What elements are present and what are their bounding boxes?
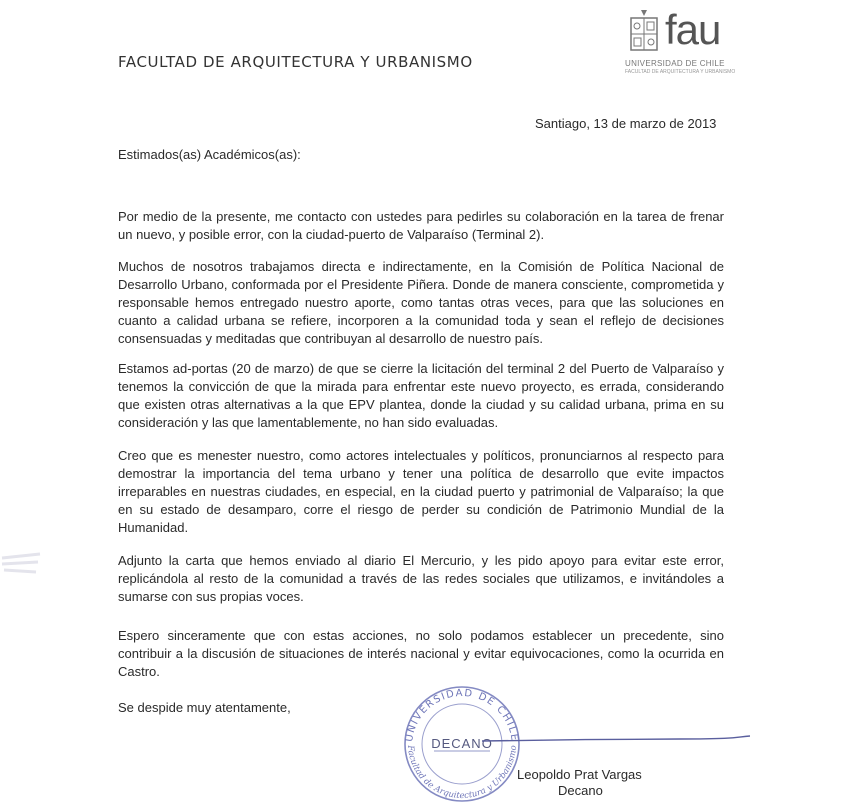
paragraph: Creo que es menester nuestro, como actores intelectuales y políticos, pronunciarnos al respecto para demostrar la importancia del tema urbano y tener una política de desarrollo que evite impactos irreparables en nuestras ciudades, en especial, en la ciudad puerto y patrimonial de Valparaíso; la que en su estado de desamparo, corre el riesgo de perder su condición de Patrimonio Mundial de la Humanidad.: [118, 448, 724, 535]
letter-closing: Se despide muy atentamente,: [118, 700, 291, 715]
stamp-bottom-text: Facultad de Arquitectura y Urbanismo: [404, 745, 520, 802]
faculty-heading: FACULTAD DE ARQUITECTURA Y URBANISMO: [118, 53, 473, 71]
signer-name: Leopoldo Prat Vargas: [517, 767, 642, 782]
stamp-top-text: UNIVERSIDAD DE CHILE: [404, 687, 520, 743]
svg-text:Facultad de Arquitectura y Urb: [405, 744, 519, 801]
paragraph: Adjunto la carta que hemos enviado al diario El Mercurio, y les pido apoyo para evitar este error, replicándola al resto de la comunidad a través de las redes sociales que utilizamos, e invitándoles a sumarse con sus propias voces.: [118, 553, 724, 604]
signature-stroke: [480, 734, 752, 746]
logo-university: UNIVERSIDAD DE CHILE: [625, 59, 725, 68]
scan-artifact: [0, 548, 44, 578]
logo-wordmark: fau: [665, 6, 721, 53]
university-crest-icon: [627, 8, 661, 56]
logo-subtitle: FACULTAD DE ARQUITECTURA Y URBANISMO: [625, 69, 736, 75]
signer-title: Decano: [558, 783, 603, 798]
paragraph: Estamos ad-portas (20 de marzo) de que se cierre la licitación del terminal 2 del Puerto de Valparaíso y tenemos la convicción de que la mirada para enfrentar este nuevo proyecto, es errada, considerando que existen otras alternativas a la que EPV plantea, donde la ciudad y su calidad urbana, prima en su consideración y las que lamentablemente, no han sido evaluadas.: [118, 361, 724, 430]
letter-date: Santiago, 13 de marzo de 2013: [535, 116, 717, 131]
fau-logo: [625, 6, 735, 76]
paragraph: Por medio de la presente, me contacto con ustedes para pedirles su colaboración en la tarea de frenar un nuevo, y posible error, con la ciudad-puerto de Valparaíso (Terminal 2).: [118, 209, 724, 242]
paragraph: Muchos de nosotros trabajamos directa e indirectamente, en la Comisión de Política Nacional de Desarrollo Urbano, conformada por el Presidente Piñera. Donde de manera consciente, comprometida y responsable hemos entregado nuestro aporte, como tantas otras veces, para que las soluciones en cuanto a calidad urbana se refiere, incorporen a la comunidad toda y sean el reflejo de decisiones consensuadas y meditadas que contribuyan al desarrollo de nuestro país.: [118, 259, 724, 346]
letter-greeting: Estimados(as) Académicos(as):: [118, 147, 301, 162]
stamp-center-text: DECANO: [431, 736, 493, 751]
paragraph: Espero sinceramente que con estas acciones, no solo podamos establecer un precedente, sino contribuir a la discusión de situaciones de interés nacional y evitar equivocaciones, como la ocurrida en Castro.: [118, 628, 724, 679]
